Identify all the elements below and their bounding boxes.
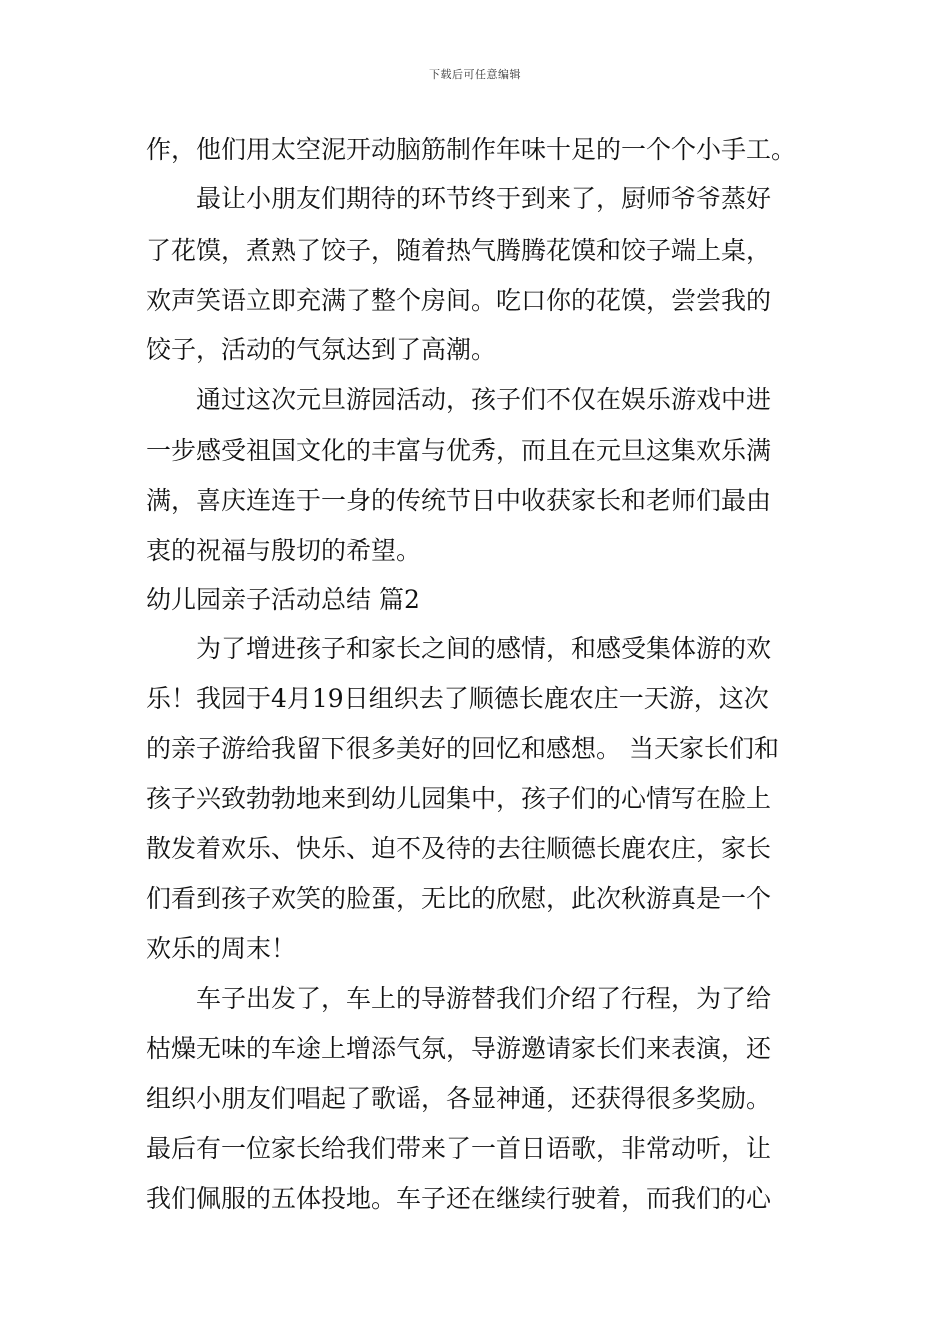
text-line: 为了增进孩子和家长之间的感情，和感受集体游的欢 (146, 634, 772, 663)
text-line: 衷的祝福与殷切的希望。 (146, 536, 422, 565)
text-line: 欢乐的周末！ (146, 934, 297, 963)
text-line: 最后有一位家长给我们带来了一首日语歌，非常动听，让 (146, 1134, 772, 1163)
text-line: 饺子，活动的气氛达到了高潮。 (146, 335, 497, 364)
text-line: 车子出发了，车上的导游替我们介绍了行程，为了给 (146, 984, 772, 1013)
text-line: 枯燥无味的车途上增添气氛，导游邀请家长们来表演，还 (146, 1034, 772, 1063)
text-line: 满，喜庆连连于一身的传统节日中收获家长和老师们最由 (146, 486, 772, 515)
text-line: 通过这次元旦游园活动，孩子们不仅在娱乐游戏中进 (146, 385, 772, 414)
text-line: 们看到孩子欢笑的脸蛋，无比的欣慰，此次秋游真是一个 (146, 884, 772, 913)
text-line: 最让小朋友们期待的环节终于到来了，厨师爷爷蒸好 (146, 184, 772, 213)
text-line: 孩子兴致勃勃地来到幼儿园集中，孩子们的心情写在脸上 (146, 784, 772, 813)
text-line: 乐！我园于4月19日组织去了顺德长鹿农庄一天游，这次 (146, 684, 769, 713)
text-line: 组织小朋友们唱起了歌谣，各显神通，还获得很多奖励。 (146, 1084, 772, 1113)
text-line: 我们佩服的五体投地。车子还在继续行驶着，而我们的心 (146, 1184, 772, 1213)
text-line: 的亲子游给我留下很多美好的回忆和感想。 当天家长们和 (146, 734, 779, 763)
section-heading: 幼儿园亲子活动总结 篇2 (146, 585, 420, 614)
text-line: 欢声笑语立即充满了整个房间。吃口你的花馍，尝尝我的 (146, 286, 772, 315)
text-line: 散发着欢乐、快乐、迫不及待的去往顺德长鹿农庄，家长 (146, 834, 772, 863)
text-line: 了花馍，煮熟了饺子，随着热气腾腾花馍和饺子端上桌， (146, 236, 772, 265)
text-line: 一步感受祖国文化的丰富与优秀，而且在元旦这集欢乐满 (146, 436, 772, 465)
text-line: 作，他们用太空泥开动脑筋制作年味十足的一个个小手工。 (146, 135, 797, 164)
header-note: 下载后可任意编辑 (429, 68, 521, 81)
